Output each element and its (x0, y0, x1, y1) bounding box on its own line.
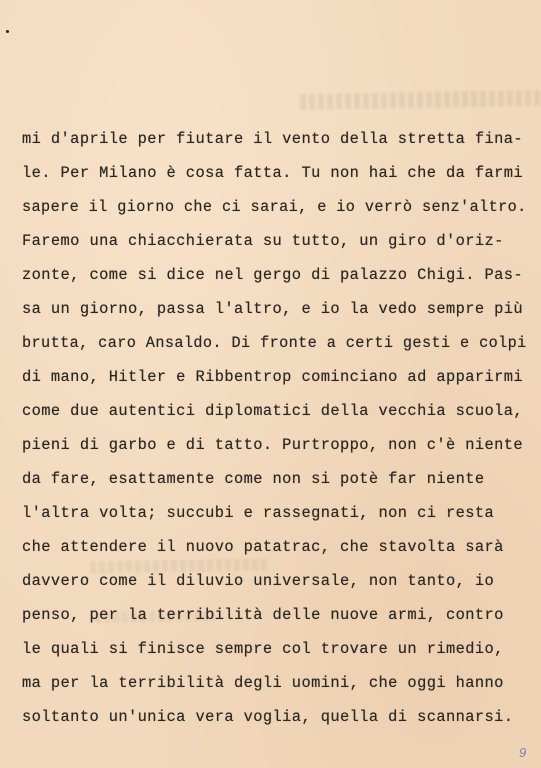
text-line: da fare, esattamente come non si potè far niente (22, 470, 485, 488)
page-number: 9 (519, 745, 527, 760)
text-line: pieni di garbo e di tatto. Purtroppo, non c'è niente (22, 436, 524, 454)
text-line: mi d'aprile per fiutare il vento della stretta fina- (22, 130, 524, 148)
ink-dot (6, 30, 9, 33)
text-line: davvero come il diluvio universale, non tanto, io (22, 572, 495, 590)
text-line: che attendere il nuovo patatrac, che stavolta sarà (22, 538, 504, 556)
text-line: zonte, come si dice nel gergo di palazzo Chigi. Pas- (22, 266, 524, 284)
text-line: penso, per la terribilità delle nuove armi, contro (22, 606, 504, 624)
text-line: di mano, Hitler e Ribbentrop cominciano ad apparirmi (22, 368, 524, 386)
text-line: soltanto un'unica vera voglia, quella di scannarsi. (22, 708, 514, 726)
text-line: le. Per Milano è cosa fatta. Tu non hai che da farmi (22, 164, 524, 182)
text-line: brutta, caro Ansaldo. Di fronte a certi gesti e colpi (22, 334, 527, 352)
text-line: Faremo una chiacchierata su tutto, un giro d'oriz- (22, 232, 504, 250)
text-line: l'altra volta; succubi e rassegnati, non ci resta (22, 504, 495, 522)
text-line: sapere il giorno che ci sarai, e io verrò senz'altro. (22, 198, 527, 216)
text-line: come due autentici diplomatici della vecchia scuola, (22, 402, 524, 420)
text-line: le quali si finisce sempre col trovare un rimedio, (22, 640, 504, 658)
bleed-through-text (300, 90, 540, 110)
text-line: ma per la terribilità degli uomini, che oggi hanno (22, 674, 504, 692)
text-line: sa un giorno, passa l'altro, e io la vedo sempre più (22, 300, 524, 318)
